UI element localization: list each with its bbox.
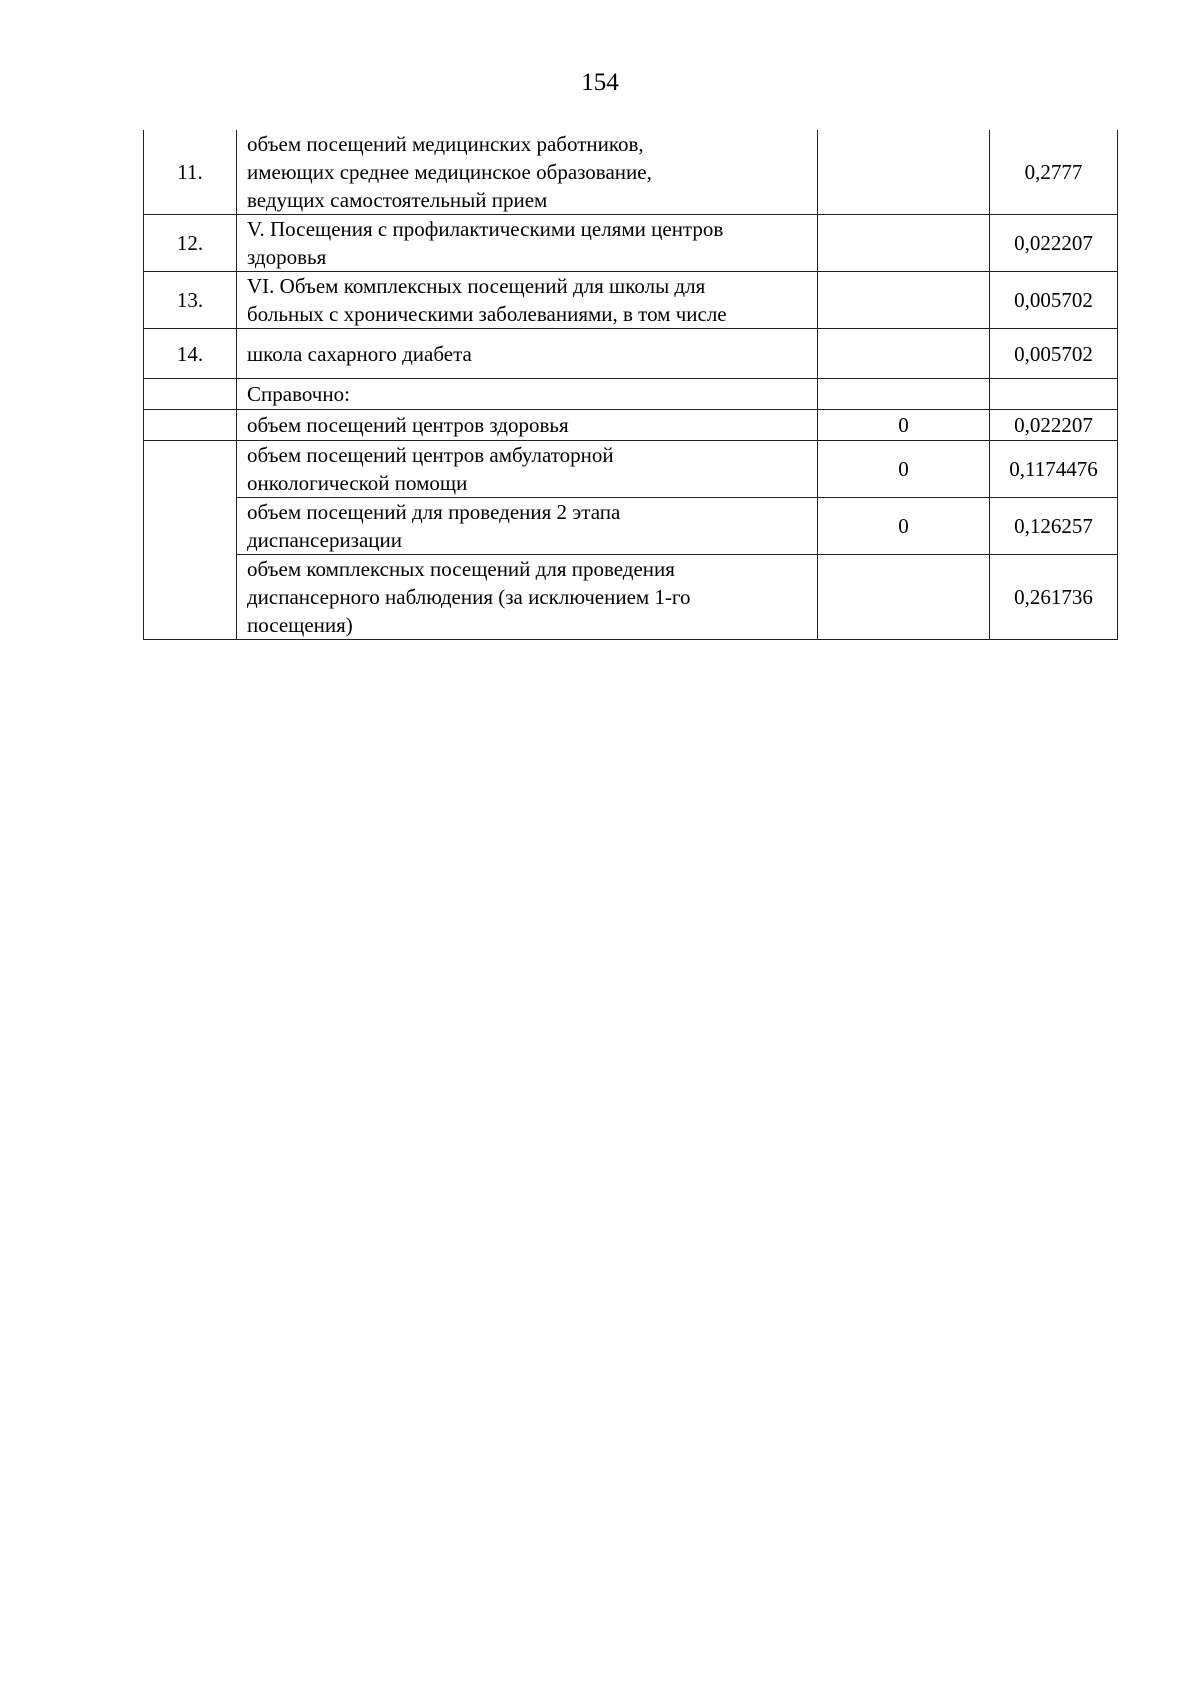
row-description: V. Посещения с профилактическими целями центров здоровья [237, 215, 818, 272]
row-number [144, 441, 237, 640]
table-row [144, 329, 1118, 379]
row-number [144, 379, 237, 410]
table-row [144, 441, 1118, 498]
row-value-b: 0,005702 [990, 329, 1118, 379]
row-description: объем посещений медицинских работников, имеющих среднее медицинское образование, ведущих самостоятельный прием [237, 130, 818, 215]
table-row [144, 555, 1118, 640]
data-table [143, 130, 1118, 640]
row-value-a: 0 [818, 498, 990, 555]
row-description: школа сахарного диабета [237, 329, 818, 379]
page-number: 154 [581, 69, 619, 96]
row-value-a [818, 379, 990, 410]
row-value-b: 0,022207 [990, 410, 1118, 441]
row-value-a [818, 272, 990, 329]
row-description: Справочно: [237, 379, 818, 410]
row-number: 12. [144, 215, 237, 272]
table-row [144, 130, 1118, 215]
table-row [144, 410, 1118, 441]
row-value-a: 0 [818, 410, 990, 441]
row-value-b: 0,126257 [990, 498, 1118, 555]
row-value-b: 0,022207 [990, 215, 1118, 272]
row-description: объем посещений для проведения 2 этапа диспансеризации [237, 498, 818, 555]
row-value-b: 0,2777 [990, 130, 1118, 215]
table-row [144, 498, 1118, 555]
row-value-a [818, 215, 990, 272]
row-value-b: 0,261736 [990, 555, 1118, 640]
row-description: объем комплексных посещений для проведения диспансерного наблюдения (за исключением 1-го посещения) [237, 555, 818, 640]
row-value-a [818, 555, 990, 640]
row-description: объем посещений центров амбулаторной онкологической помощи [237, 441, 818, 498]
row-value-b [990, 379, 1118, 410]
row-value-b: 0,005702 [990, 272, 1118, 329]
row-number: 11. [144, 130, 237, 215]
table-row [144, 272, 1118, 329]
row-value-a [818, 130, 990, 215]
row-value-b: 0,1174476 [990, 441, 1118, 498]
row-description: объем посещений центров здоровья [237, 410, 818, 441]
row-description: VI. Объем комплексных посещений для школы для больных с хроническими заболеваниями, в том числе [237, 272, 818, 329]
row-number: 14. [144, 329, 237, 379]
row-number [144, 410, 237, 441]
table-row [144, 215, 1118, 272]
table-row [144, 379, 1118, 410]
row-number: 13. [144, 272, 237, 329]
row-value-a [818, 329, 990, 379]
row-value-a: 0 [818, 441, 990, 498]
